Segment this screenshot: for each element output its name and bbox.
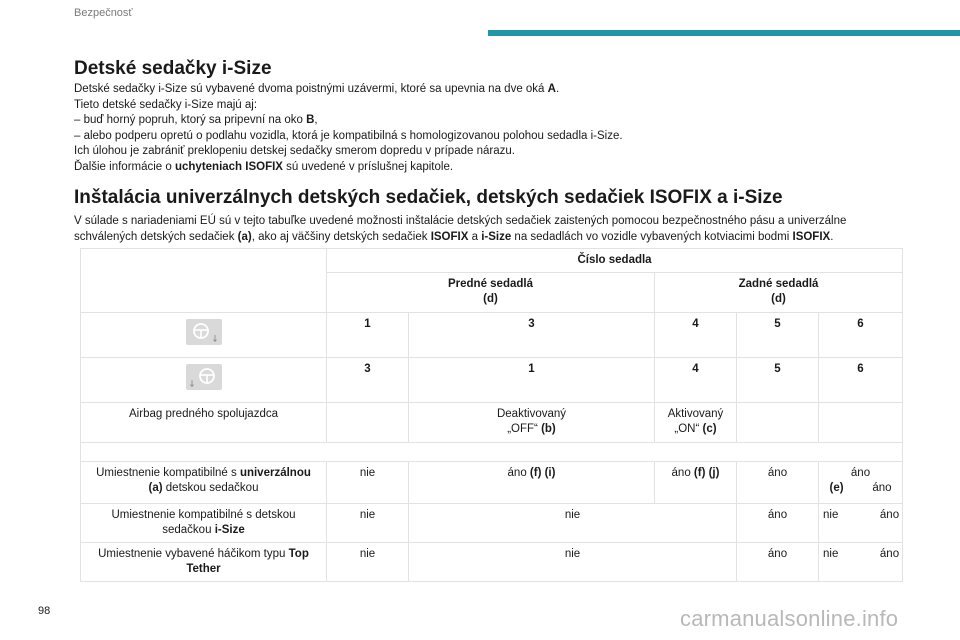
seat-number: 3 bbox=[409, 313, 655, 358]
empty-cell bbox=[737, 403, 819, 443]
rear-seats-header: Zadné sedadlá (d) bbox=[655, 273, 903, 313]
page-number: 98 bbox=[38, 605, 51, 617]
table-cell: nie áno bbox=[819, 543, 903, 582]
seat-number: 1 bbox=[327, 313, 409, 358]
text-line: V súlade s nariadeniami EÚ sú v tejto tabuľke uvedené možnosti inštalácie detských sedačiek zaistených pomocou bezpečnostného pásu a univerzálne bbox=[74, 215, 847, 227]
table-row bbox=[81, 462, 903, 504]
table-cell: nie bbox=[409, 504, 737, 543]
table-cell: nie áno bbox=[819, 504, 903, 543]
table-cell: áno (f) (i) bbox=[409, 462, 655, 504]
text-line: Tieto detské sedačky i-Size majú aj: bbox=[74, 98, 258, 111]
header-accent-bar bbox=[488, 30, 960, 36]
empty-cell bbox=[81, 249, 327, 313]
seat-number: 6 bbox=[819, 313, 903, 358]
table-row bbox=[81, 504, 903, 543]
child-seat-table bbox=[80, 248, 903, 582]
seat-number: 5 bbox=[737, 313, 819, 358]
front-seats-header: Predné sedadlá (d) bbox=[327, 273, 655, 313]
table-row bbox=[81, 313, 903, 358]
table-cell: áno bbox=[737, 543, 819, 582]
airbag-label: Airbag predného spolujazdca bbox=[81, 403, 327, 443]
seat-number: 6 bbox=[819, 358, 903, 403]
seat-number: 4 bbox=[655, 358, 737, 403]
watermark: carmanualsonline.info bbox=[680, 606, 899, 631]
table-cell: nie bbox=[409, 543, 737, 582]
steering-wheel-icon bbox=[186, 364, 222, 390]
section-header: Bezpečnosť bbox=[74, 7, 133, 19]
table-row bbox=[81, 443, 903, 462]
table-row bbox=[81, 543, 903, 582]
table-cell: nie bbox=[327, 504, 409, 543]
seat-number-header: Číslo sedadla bbox=[327, 249, 903, 273]
empty-cell bbox=[327, 403, 409, 443]
isize-label: Umiestnenie kompatibilné s detskou sedačkou i-Size bbox=[81, 504, 327, 543]
section1-title: Detské sedačky i-Size bbox=[74, 58, 272, 79]
rhd-icon-cell bbox=[81, 358, 327, 403]
text-line: – alebo podperu opretú o podlahu vozidla, ktorá je kompatibilná s homologizovanou polohou sedadla i-Size. bbox=[74, 129, 623, 142]
text-line: schválených detských sedačiek (a), ako aj väčšiny detských sedačiek ISOFIX a i-Size na sedadlách vo vozidle vybavených kotviacimi bodmi ISOFIX. bbox=[74, 231, 834, 243]
seat-number: 3 bbox=[327, 358, 409, 403]
text-line: Ďalšie informácie o uchyteniach ISOFIX sú uvedené v príslušnej kapitole. bbox=[74, 160, 454, 173]
table-cell: áno bbox=[737, 462, 819, 504]
section1-body bbox=[74, 82, 894, 176]
table-row bbox=[81, 249, 903, 273]
section2-title: Inštalácia univerzálnych detských sedačiek, detských sedačiek ISOFIX a i-Size bbox=[74, 187, 783, 208]
seat-number: 1 bbox=[409, 358, 655, 403]
lhd-icon-cell bbox=[81, 313, 327, 358]
universal-label: Umiestnenie kompatibilné s univerzálnou (a) detskou sedačkou bbox=[81, 462, 327, 504]
section2-body bbox=[74, 213, 894, 245]
text-line: – buď horný popruh, ktorý sa pripevní na oko B, bbox=[74, 114, 318, 127]
table-cell: áno (f) (j) bbox=[655, 462, 737, 504]
spacer-row bbox=[81, 443, 903, 462]
steering-wheel-icon bbox=[186, 319, 222, 345]
table-cell: nie bbox=[327, 543, 409, 582]
seat-number: 5 bbox=[737, 358, 819, 403]
empty-cell bbox=[819, 403, 903, 443]
seat-number: 4 bbox=[655, 313, 737, 358]
airbag-off: Deaktivovaný „OFF“ (b) bbox=[409, 403, 655, 443]
table-cell: áno (e) áno bbox=[819, 462, 903, 504]
toptether-label: Umiestnenie vybavené háčikom typu Top Tether bbox=[81, 543, 327, 582]
text-line: Ich úlohou je zabrániť preklopeniu detskej sedačky smerom dopredu v prípade nárazu. bbox=[74, 145, 515, 158]
airbag-on: Aktivovaný „ON“ (c) bbox=[655, 403, 737, 443]
text-line: Detské sedačky i-Size sú vybavené dvoma poistnými uzávermi, ktoré sa upevnia na dve oká A. bbox=[74, 83, 560, 95]
table-cell: áno bbox=[737, 504, 819, 543]
table-row bbox=[81, 403, 903, 443]
table-row bbox=[81, 358, 903, 403]
table-cell: nie bbox=[327, 462, 409, 504]
